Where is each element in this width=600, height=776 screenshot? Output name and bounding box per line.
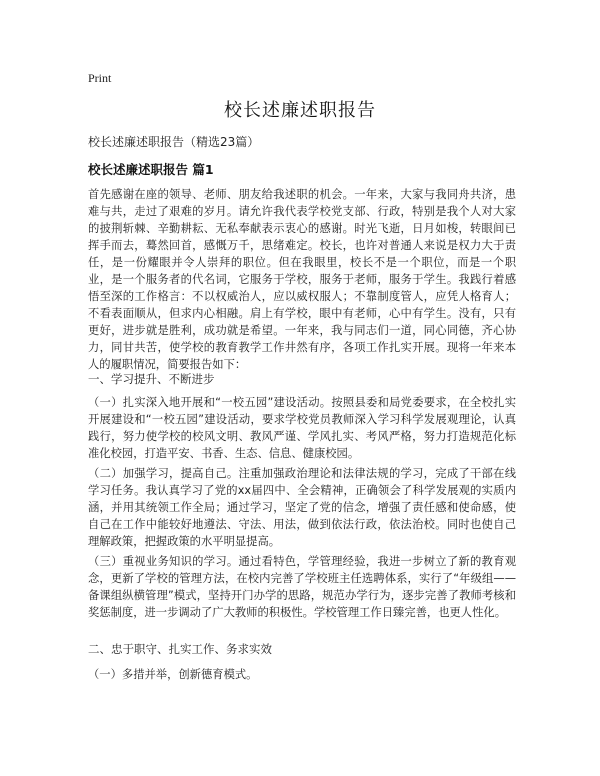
print-link[interactable]: Print: [88, 71, 112, 85]
paragraph-business-knowledge: （三）重视业务知识的学习。通过看特色，学管理经验，我进一步树立了新的教育观念，更新了学校的管理方法，在校内完善了学校班主任选聘体系，实行了“年级组——备课组纵横管理”模式，坚持开门办学的思路，规范办学行为，逐步完善了教师考核和奖惩制度，进一步调动了广大教师的积极性。学校管理工作日臻完善，也更人性化。: [88, 555, 516, 619]
subheading-learning: 一、学习提升、不断进步: [88, 372, 215, 386]
section-heading: 校长述廉述职报告 篇1: [88, 162, 214, 177]
subheading-duty: 二、忠于职守、扎实工作、务求实效: [88, 642, 272, 656]
paragraph-moral-education: （一）多措并举，创新德育模式。: [88, 668, 258, 681]
paragraph-study: （二）加强学习，提高自己。注重加强政治理论和法律法规的学习，完成了干部在线学习任务。我认真学习了党的xx届四中、全会精神，正确领会了科学发展观的实质内涵，并用其统领工作全局；通过学习，坚定了党的信念，增强了责任感和使命感，使自己在工作中能较好地遵法、守法、用法，做到依法行政，依法治校。同时也使自己理解政策，把握政策的水平明显提高。: [88, 467, 516, 548]
document-title: 校长述廉述职报告: [224, 100, 376, 121]
intro-paragraph: 首先感谢在座的领导、老师、朋友给我述职的机会。一年来，大家与我同舟共济，患难与共，走过了艰难的岁月。请允许我代表学校党支部、行政，特别是我个人对大家的披荆斩棘、辛勤耕耘、无私奉献表示衷心的感谢。时光飞逝，日月如梭，转眼间已挥手而去，蓦然回首，感慨万千，思绪难定。校长，也许对普通人来说是权力大于责任，是一份耀眼并令人崇拜的职位。但在我眼里，校长不是一个职位，而是一个职业，是一个服务者的代名词，它服务于学校，服务于老师，服务于学生。我践行着感悟至深的工作格言：不以权威治人，应以威权服人；不靠制度管人，应凭人格育人；不看表面顺从，但求内心相融。肩上有学校，眼中有老师，心中有学生。没有，只有更好，进步就是胜利，成功就是希望。一年来，我与同志们一道，同心同德，齐心协力，同甘共苦，使学校的教育教学工作井然有序，各项工作扎实开展。现将一年来本人的履职情况，简要报告如下：: [88, 188, 516, 371]
paragraph-activity: （一）扎实深入地开展和“一校五园”建设活动。按照县委和局党委要求，在全校扎实开展建设和“一校五园”建设活动，要求学校党员教师深入学习科学发展观理论，认真践行，努力使学校的校风文明、教风严谨、学风扎实、考风严格，努力打造规范化标准化校园，打造平安、书香、生态、信息、健康校园。: [88, 396, 516, 460]
document-subtitle: 校长述廉述职报告（精选23篇）: [88, 135, 260, 149]
